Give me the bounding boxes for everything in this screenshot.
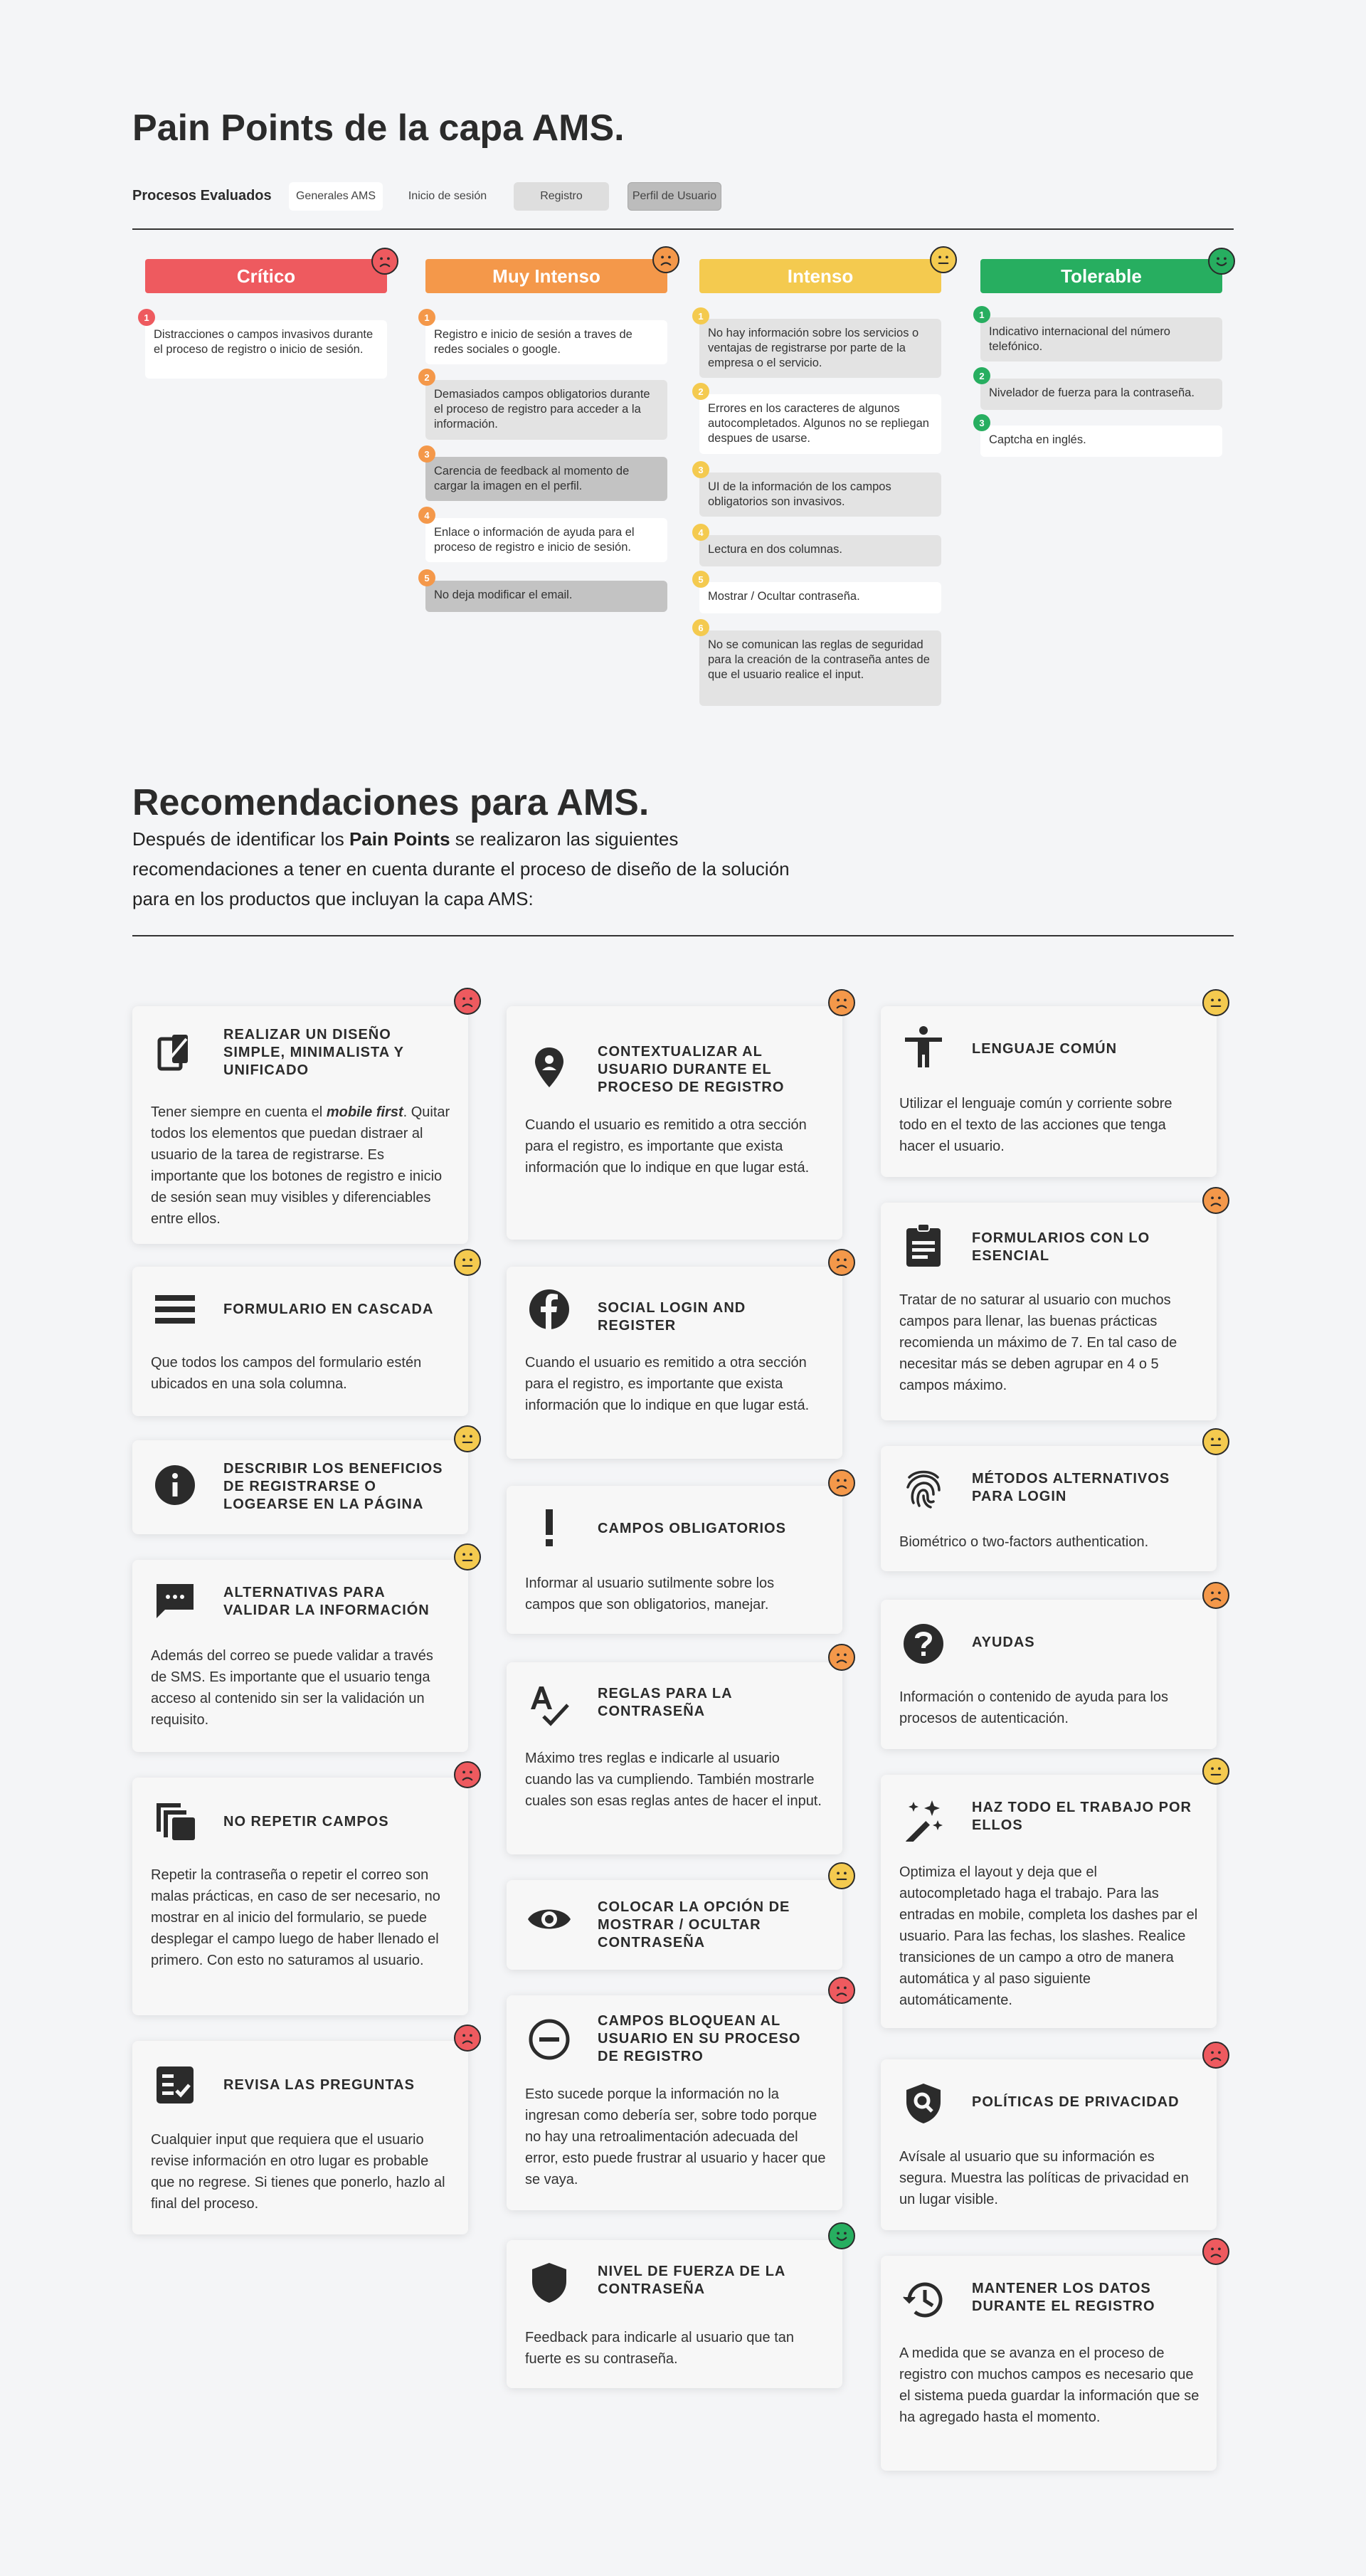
intro-bold: Pain Points xyxy=(349,828,450,850)
face-sad-icon xyxy=(454,1761,481,1788)
pain-point-item xyxy=(698,464,941,517)
card-body: Tratar de no saturar al usuario con muchos campos para llenar, las buenas prácticas recomienda un máximo de 7. En tal caso de necesitar más se deben agrupar en 4 o 5 campos máximo. xyxy=(899,1292,1177,1393)
column-header-critico: Crítico xyxy=(145,259,387,293)
page-title: Pain Points de la capa AMS. xyxy=(132,107,625,149)
info-icon xyxy=(152,1462,198,1508)
pain-point-text: Lectura en dos columnas. xyxy=(708,543,842,556)
face-smile-icon xyxy=(1208,248,1235,275)
magic-wand-icon xyxy=(901,1796,946,1842)
card-body: Utilizar el lenguaje común y corriente sobre todo en el texto de las acciones que tenga hacer el usuario. xyxy=(899,1096,1172,1154)
recommendation-card xyxy=(881,1446,1217,1571)
face-neutral-icon xyxy=(454,1425,481,1452)
pain-point-number: 4 xyxy=(692,524,709,541)
pain-point-item xyxy=(698,310,941,378)
recommendation-card xyxy=(507,1006,842,1240)
card-body: Información o contenido de ayuda para los procesos de autenticación. xyxy=(899,1689,1169,1726)
card-title: LENGUAJE COMÚN xyxy=(972,1041,1118,1057)
tab-inicio-sesion[interactable]: Inicio de sesión xyxy=(397,182,498,211)
mobile-tablet-icon xyxy=(152,1029,198,1075)
card-body: Además del correo se puede validar a través de SMS. Es importante que el usuario tenga acceso al contenido sin ser la validación un requisito. xyxy=(151,1648,433,1728)
intro-pre: Después de identificar los xyxy=(132,828,349,850)
recommendation-card xyxy=(507,1880,842,1970)
pain-point-text: No se comunican las reglas de seguridad para la creación de la contraseña antes de que el usuario realice el input. xyxy=(708,638,930,681)
divider xyxy=(132,935,1234,936)
recommendation-card xyxy=(132,1267,468,1416)
card-body: Máximo tres reglas e indicarle al usuario cuando las va cumpliendo. También mostrarle cuales son esas reglas antes de hacer el input. xyxy=(525,1751,822,1809)
pain-point-number: 4 xyxy=(418,507,435,524)
card-title: CONTEXTUALIZAR AL USUARIO DURANTE EL PROCESO DE REGISTRO xyxy=(598,1044,785,1095)
pain-point-text: Indicativo internacional del número telefónico. xyxy=(989,325,1170,353)
column-header-tolerable: Tolerable xyxy=(980,259,1222,293)
pain-point-text: Captcha en inglés. xyxy=(989,433,1086,446)
pain-point-number: 1 xyxy=(138,309,155,326)
column-header-intenso: Intenso xyxy=(699,259,941,293)
card-title: SOCIAL LOGIN AND REGISTER xyxy=(598,1300,746,1334)
card-title: REALIZAR UN DISEÑO SIMPLE, MINIMALISTA Y UNIFICADO xyxy=(223,1027,404,1078)
card-title: FORMULARIO EN CASCADA xyxy=(223,1302,434,1317)
face-neutral-icon xyxy=(930,246,957,273)
recommendation-card xyxy=(507,1995,842,2210)
recs-title: Recomendaciones para AMS. xyxy=(132,782,650,823)
pain-point-item xyxy=(424,510,667,562)
pain-point-item xyxy=(424,312,667,364)
pain-point-text: No hay información sobre los servicios o ventajas de registrarse por parte de la empresa o el servicio. xyxy=(708,327,919,369)
clipboard-icon xyxy=(901,1223,946,1268)
pain-point-number: 1 xyxy=(973,306,990,323)
card-body: Cuando el usuario es remitido a otra sección para el registro, es importante que exista información que lo indique en que lugar está. xyxy=(525,1117,810,1176)
recommendation-card xyxy=(881,1600,1217,1749)
recommendation-card xyxy=(881,1775,1217,2028)
pain-point-number: 3 xyxy=(692,461,709,478)
pain-point-text: Mostrar / Ocultar contraseña. xyxy=(708,590,860,603)
shield-icon xyxy=(526,2260,572,2306)
card-title: COLOCAR LA OPCIÓN DE MOSTRAR / OCULTAR CONTRASEÑA xyxy=(598,1899,790,1951)
card-title: DESCRIBIR LOS BENEFICIOS DE REGISTRARSE O LOGEARSE EN LA PÁGINA xyxy=(223,1461,443,1512)
card-body: Optimiza el layout y deja que el autocompletado haga el trabajo. Para las entradas en mobile, completa los dashes par el usuario. Para las fechas, los slashes. Realice transiciones de un campo a otro de manera automática y al paso siguiente automáticamente. xyxy=(899,1864,1198,2008)
recommendation-card xyxy=(881,2059,1217,2230)
pain-point-number: 2 xyxy=(418,369,435,386)
card-title: CAMPOS OBLIGATORIOS xyxy=(598,1521,786,1536)
intro-post: se realizaron las siguientes recomendaciones a tener en cuenta durante el proceso de diseño de la solución para en los productos que incluyan la capa AMS: xyxy=(132,828,790,909)
pain-point-number: 1 xyxy=(692,307,709,324)
card-title: HAZ TODO EL TRABAJO POR ELLOS xyxy=(972,1800,1192,1833)
pain-point-number: 6 xyxy=(692,619,709,636)
card-title: MANTENER LOS DATOS DURANTE EL REGISTRO xyxy=(972,2281,1155,2314)
card-title: NO REPETIR CAMPOS xyxy=(223,1814,389,1830)
face-sad-icon xyxy=(1202,2042,1229,2069)
recommendation-card xyxy=(881,2256,1217,2471)
card-body: Esto sucede porque la información no la ingresan como debería ser, sobre todo porque no hay una retroalimentación adecuada del error, esto puede frustrar al usuario y hacer que se vaya. xyxy=(525,2086,826,2187)
recommendation-card xyxy=(132,2041,468,2234)
pain-point-number: 2 xyxy=(692,383,709,400)
pain-point-item xyxy=(424,371,667,440)
pain-point-item xyxy=(979,370,1222,410)
card-title: NIVEL DE FUERZA DE LA CONTRASEÑA xyxy=(598,2264,785,2297)
card-body: Feedback para indicarle al usuario que tan fuerte es su contraseña. xyxy=(525,2330,795,2367)
card-body: Avísale al usuario que su información es segura. Muestra las políticas de privacidad en un lugar visible. xyxy=(899,2149,1189,2207)
spellcheck-icon xyxy=(526,1682,572,1728)
pain-point-text: Demasiados campos obligatorios durante el proceso de registro para acceder a la información. xyxy=(434,388,650,431)
face-sad-icon xyxy=(1202,1187,1229,1214)
card-title: REVISA LAS PREGUNTAS xyxy=(223,2077,415,2093)
face-sad-icon xyxy=(454,2025,481,2052)
card-title: ALTERNATIVAS PARA VALIDAR LA INFORMACIÓN xyxy=(223,1585,430,1618)
pain-point-item xyxy=(144,312,387,379)
minus-circle-icon xyxy=(526,2017,572,2062)
face-sad-icon xyxy=(1202,1582,1229,1609)
card-title: CAMPOS BLOQUEAN AL USUARIO EN SU PROCESO DE REGISTRO xyxy=(598,2013,801,2064)
card-body: Que todos los campos del formulario estén ubicados en una sola columna. xyxy=(151,1355,422,1392)
face-sad-icon xyxy=(828,1644,855,1671)
card-title: MÉTODOS ALTERNATIVOS PARA LOGIN xyxy=(972,1471,1170,1504)
recommendation-card xyxy=(132,1006,468,1244)
pain-point-text: Nivelador de fuerza para la contraseña. xyxy=(989,386,1195,399)
card-body-emphasis: mobile first xyxy=(326,1104,403,1120)
pain-point-text: UI de la información de los campos obligatorios son invasivos. xyxy=(708,480,891,508)
face-sad-icon xyxy=(828,989,855,1016)
facebook-icon xyxy=(526,1287,572,1332)
pain-point-item xyxy=(424,448,667,501)
face-neutral-icon xyxy=(454,1543,481,1571)
tab-generales[interactable]: Generales AMS xyxy=(289,182,383,211)
card-body-rest: . Quitar todos los elementos que puedan distraer al usuario de la tarea de registrarse. Es importante que los botones de registro e inicio de sesión sean muy visibles y diferenciables entre ellos. xyxy=(151,1104,450,1227)
pain-point-number: 5 xyxy=(692,571,709,588)
face-neutral-icon xyxy=(1202,989,1229,1016)
face-neutral-icon xyxy=(1202,1428,1229,1455)
pain-point-number: 3 xyxy=(973,414,990,431)
shield-search-icon xyxy=(901,2081,946,2126)
recommendation-card xyxy=(507,1267,842,1459)
recommendation-card xyxy=(507,2240,842,2388)
card-title: REGLAS PARA LA CONTRASEÑA xyxy=(598,1686,732,1719)
recommendation-card xyxy=(132,1560,468,1752)
pain-point-text: Errores en los caracteres de algunos autocompletados. Algunos no se repliegan despues de usarse. xyxy=(708,402,929,445)
face-neutral-icon xyxy=(828,1862,855,1889)
pain-point-number: 2 xyxy=(973,367,990,384)
tab-perfil-usuario[interactable]: Perfil de Usuario xyxy=(628,182,721,211)
location-pin-icon xyxy=(526,1045,572,1090)
pain-point-text: Registro e inicio de sesión a traves de redes sociales o google. xyxy=(434,328,632,356)
recommendation-card xyxy=(132,1440,468,1534)
face-sad-icon xyxy=(828,1469,855,1496)
face-sad-icon xyxy=(652,246,679,273)
history-icon xyxy=(901,2277,946,2323)
exclamation-icon xyxy=(526,1505,572,1551)
chat-icon xyxy=(152,1578,198,1624)
face-neutral-icon xyxy=(1202,1758,1229,1785)
face-smile-icon xyxy=(828,2222,855,2249)
card-body: Informar al usuario sutilmente sobre los campos que son obligatorios, manejar. xyxy=(525,1575,775,1612)
card-body xyxy=(151,1102,452,1230)
checklist-icon xyxy=(152,2062,198,2108)
pain-point-text: Enlace o información de ayuda para el proceso de registro e inicio de sesión. xyxy=(434,526,635,554)
fingerprint-icon xyxy=(901,1466,946,1511)
recommendation-card xyxy=(881,1203,1217,1420)
card-title: AYUDAS xyxy=(972,1635,1035,1650)
recommendation-card xyxy=(507,1662,842,1854)
pain-point-item xyxy=(698,386,941,454)
card-body: A medida que se avanza en el proceso de registro con muchos campos es necesario que el sistema pueda guardar la información que se ha agregado hasta el momento. xyxy=(899,2345,1200,2425)
pain-point-number: 5 xyxy=(418,569,435,586)
column-header-muy-intenso: Muy Intenso xyxy=(425,259,667,293)
card-body: Cuando el usuario es remitido a otra sección para el registro, es importante que exista información que lo indique en que lugar está. xyxy=(525,1355,810,1413)
accessibility-icon xyxy=(901,1025,946,1070)
recs-intro xyxy=(132,824,822,914)
card-title: POLÍTICAS DE PRIVACIDAD xyxy=(972,2094,1180,2110)
card-body: Cualquier input que requiera que el usuario revise información en otro lugar es probable que no regrese. Si tienes que ponerlo, hazlo al final del proceso. xyxy=(151,2132,445,2212)
pain-point-item xyxy=(424,572,667,612)
face-neutral-icon xyxy=(454,1249,481,1276)
pain-point-item xyxy=(698,574,941,613)
face-sad-icon xyxy=(454,988,481,1015)
divider xyxy=(132,228,1234,230)
pain-point-item xyxy=(698,622,941,706)
card-body: Repetir la contraseña o repetir el correo son malas prácticas, en caso de ser necesario, no mostrar en al inicio del formulario, se puede desplegar el campo luego de haber llenado el primero. Con esto no saturamos al usuario. xyxy=(151,1867,440,1968)
recommendation-card xyxy=(881,1006,1217,1177)
face-sad-icon xyxy=(828,1249,855,1276)
face-sad-icon xyxy=(828,1977,855,2004)
pain-point-text: Distracciones o campos invasivos durante el proceso de registro o inicio de sesión. xyxy=(154,328,374,356)
card-body: Biométrico o two-factors authentication. xyxy=(899,1534,1149,1550)
eye-icon xyxy=(526,1896,572,1942)
help-icon xyxy=(901,1621,946,1667)
copy-icon xyxy=(152,1799,198,1844)
pain-point-text: No deja modificar el email. xyxy=(434,588,573,601)
pain-point-item xyxy=(698,527,941,566)
recommendation-card xyxy=(132,1778,468,2015)
pain-point-number: 1 xyxy=(418,309,435,326)
tab-registro[interactable]: Registro xyxy=(514,182,609,211)
pain-point-item xyxy=(979,309,1222,361)
face-sad-icon xyxy=(371,248,398,275)
pain-point-item xyxy=(979,417,1222,457)
process-label: Procesos Evaluados xyxy=(132,188,272,204)
face-sad-icon xyxy=(1202,2238,1229,2265)
recommendation-card xyxy=(507,1486,842,1634)
pain-point-text: Carencia de feedback al momento de cargar la imagen en el perfil. xyxy=(434,465,630,492)
list-icon xyxy=(152,1287,198,1332)
card-title: FORMULARIOS CON LO ESENCIAL xyxy=(972,1230,1150,1264)
card-body-pre: Tener siempre en cuenta el xyxy=(151,1104,327,1120)
pain-point-number: 3 xyxy=(418,445,435,463)
